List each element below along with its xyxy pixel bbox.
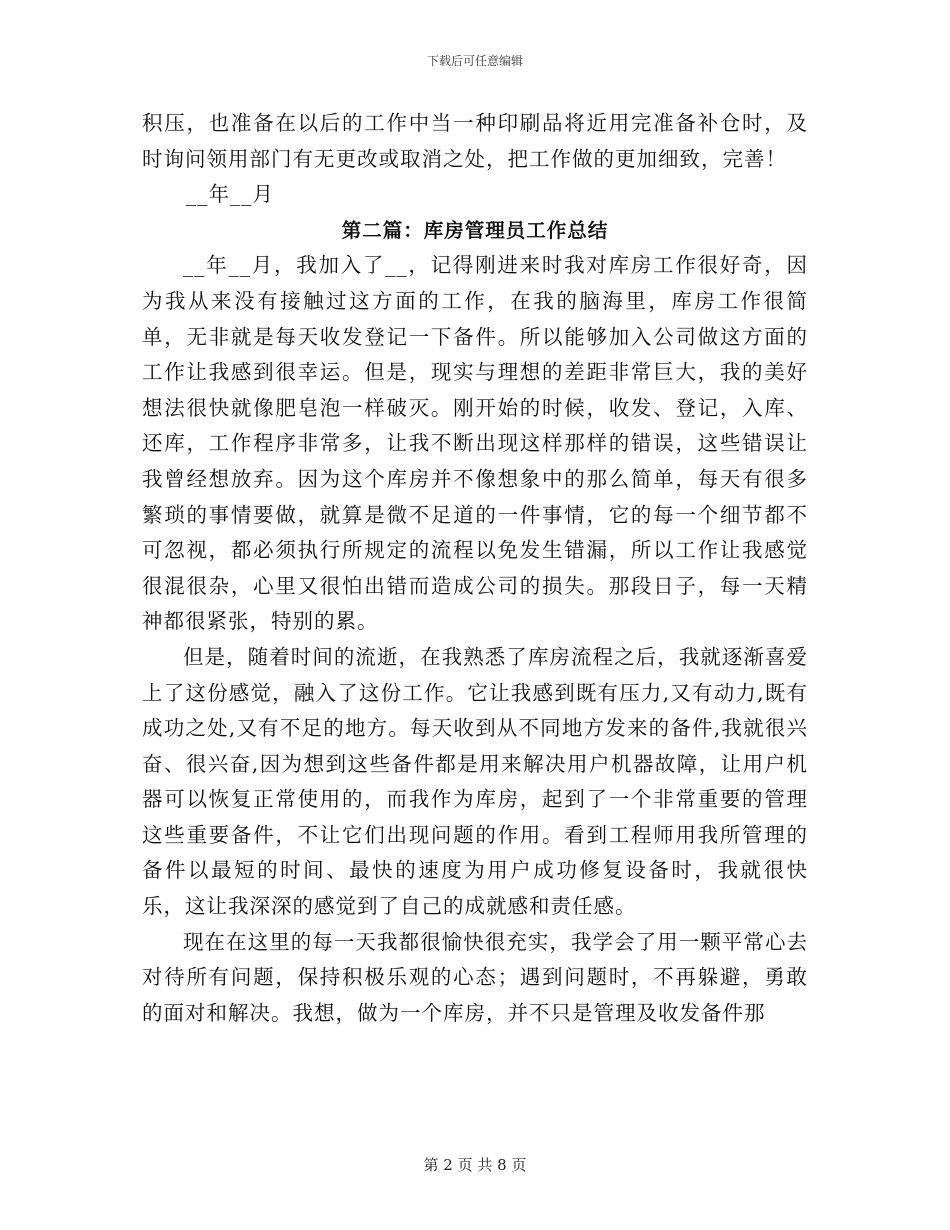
document-body [142, 106, 808, 1031]
page-header: 下载后可任意编辑 [426, 54, 523, 68]
page-footer: 第 2 页 共 8 页 [423, 1156, 527, 1174]
continuation-paragraph: 积压，也准备在以后的工作中当一种印刷品将近用完准备补仓时，及时询问领用部门有无更改或取消之处，把工作做的更加细致，完善！ [142, 111, 808, 171]
paragraph-2: 但是，随着时间的流逝，在我熟悉了库房流程之后，我就逐渐喜爱上了这份感觉，融入了这份工作。它让我感到既有压力,又有动力,既有成功之处,又有不足的地方。每天收到从不同地方发来的备件,我就很兴奋、很兴奋,因为想到这些备件都是用来解决用户机器故障，让用户机器可以恢复正常使用的，而我作为库房，起到了一个非常重要的管理这些重要备件，不让它们出现问题的作用。看到工程师用我所管理的备件以最短的时间、最快的速度为用户成功修复设备时，我就很快乐，这让我深深的感觉到了自己的成就感和责任感。 [142, 644, 808, 919]
date-line: __年__月 [186, 182, 274, 207]
section-title: 第二篇：库房管理员工作总结 [341, 218, 609, 242]
paragraph-1: __年__月，我加入了__，记得刚进来时我对库房工作很好奇，因为我从来没有接触过这方面的工作，在我的脑海里，库房工作很简单，无非就是每天收发登记一下备件。所以能够加入公司做这方面的工作让我感到很幸运。但是，现实与理想的差距非常巨大，我的美好想法很快就像肥皂泡一样破灭。刚开始的时候，收发、登记，入库、还库，工作程序非常多，让我不断出现这样那样的错误，这些错误让我曾经想放弃。因为这个库房并不像想象中的那么简单，每天有很多繁琐的事情要做，就算是微不足道的一件事情，它的每一个细节都不可忽视，都必须执行所规定的流程以免发生错漏，所以工作让我感觉很混很杂，心里又很怕出错而造成公司的损失。那段日子，每一天精神都很紧张，特别的累。 [142, 253, 808, 634]
paragraph-3: 现在在这里的每一天我都很愉快很充实，我学会了用一颗平常心去对待所有问题，保持积极乐观的心态；遇到问题时，不再躲避，勇敢的面对和解决。我想，做为一个库房，并不只是管理及收发备件那 [142, 929, 808, 1025]
